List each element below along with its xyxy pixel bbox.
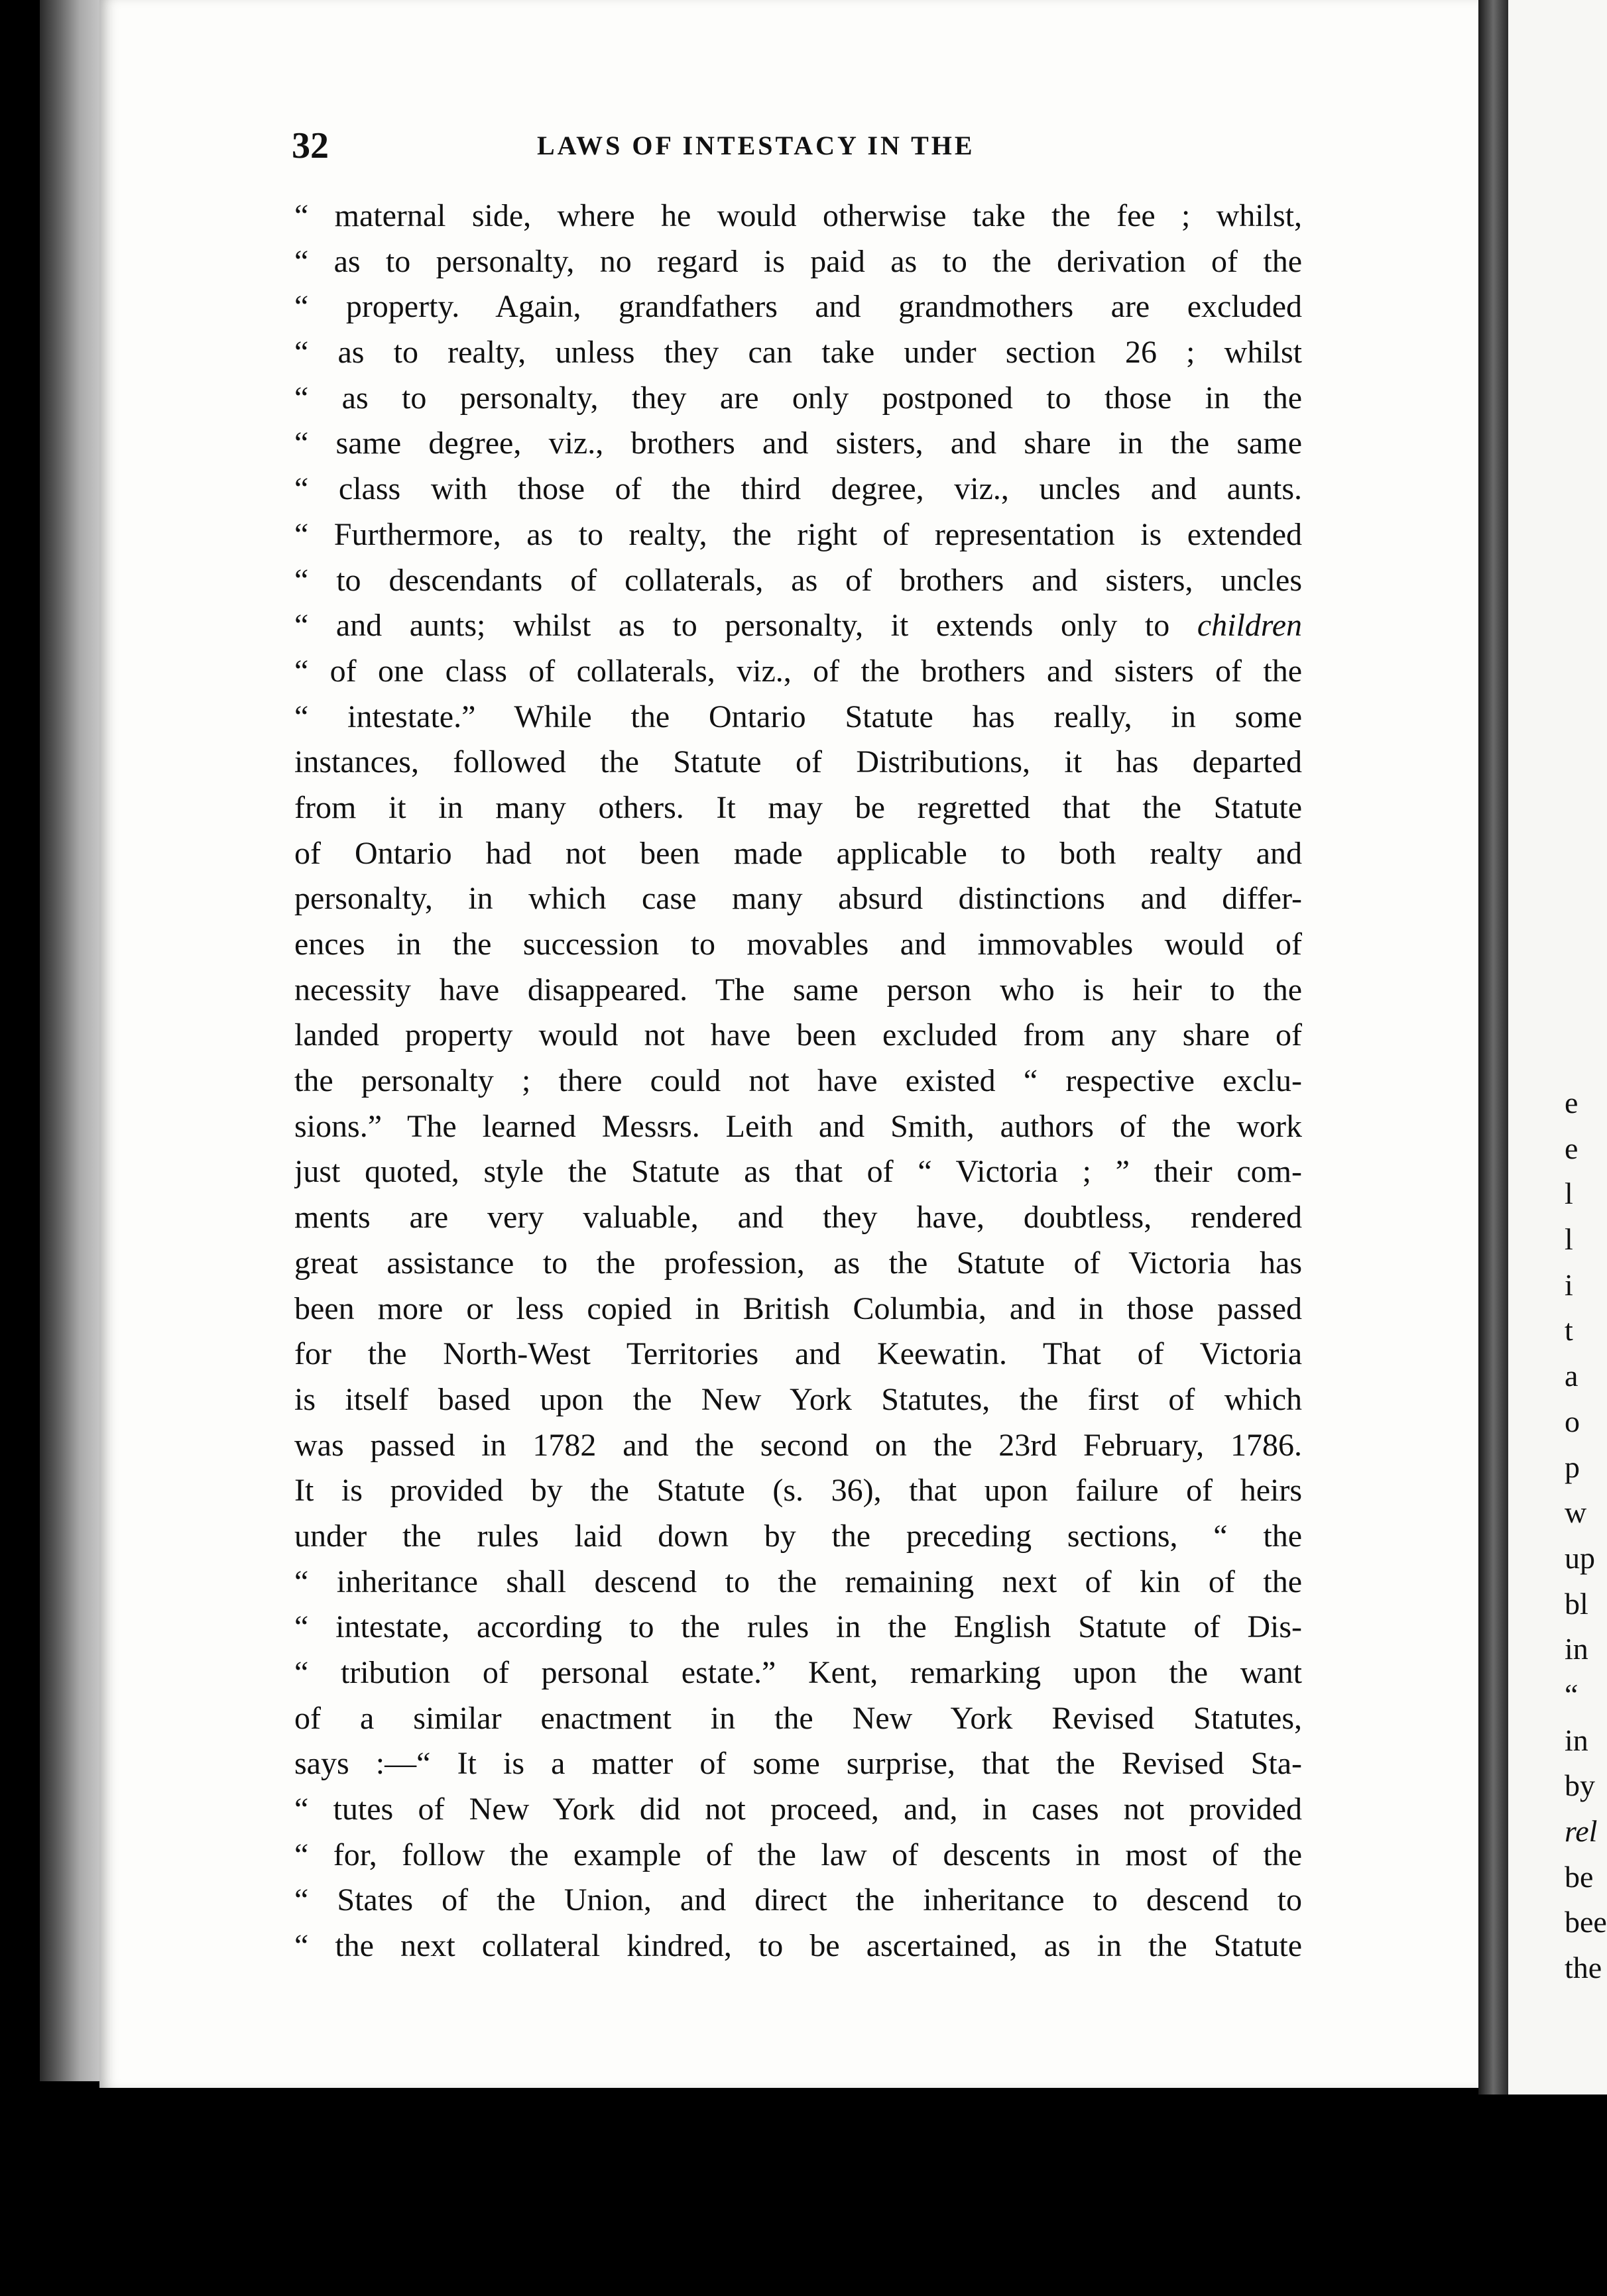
fragment: p bbox=[1565, 1450, 1580, 1484]
text-line: “ same degree, viz., brothers and sisters, and share in the same bbox=[294, 426, 1302, 461]
fragment: up bbox=[1565, 1540, 1595, 1575]
text-line: “ tutes of New York did not proceed, and, in cases not provided bbox=[294, 1792, 1302, 1827]
text-line: is itself based upon the New York Statutes, the first of which bbox=[294, 1381, 1302, 1417]
fragment: o bbox=[1565, 1404, 1580, 1438]
text-line: “ to descendants of collaterals, as of brothers and sisters, uncles bbox=[294, 562, 1302, 598]
fragment: rel bbox=[1565, 1814, 1598, 1848]
text-line: under the rules laid down by the preceding sections, “ the bbox=[294, 1518, 1302, 1554]
text-line: “ for, follow the example of the law of descents in most of the bbox=[294, 1837, 1302, 1872]
running-head: LAWS OF INTESTACY IN THE bbox=[537, 131, 975, 160]
text-line: “ the next collateral kindred, to be ascertained, as in the Statute bbox=[294, 1928, 1302, 1964]
text-line: “ class with those of the third degree, viz., uncles and aunts. bbox=[294, 471, 1302, 507]
fragment: be bbox=[1565, 1859, 1594, 1894]
text-line: “ of one class of collaterals, viz., of the brothers and sisters of the bbox=[294, 653, 1302, 689]
page-number: 32 bbox=[292, 125, 329, 166]
page-header bbox=[292, 119, 1313, 172]
text-line: personalty, in which case many absurd distinctions and differ- bbox=[294, 881, 1302, 917]
text-line: ments are very valuable, and they have, doubtless, rendered bbox=[294, 1200, 1302, 1235]
text-line: “ inheritance shall descend to the remaining next of kin of the bbox=[294, 1564, 1302, 1599]
text-line: landed property would not have been excluded from any share of bbox=[294, 1017, 1302, 1053]
text-line: “ as to realty, unless they can take under section 26 ; whilst bbox=[294, 335, 1302, 371]
fragment: by bbox=[1565, 1768, 1595, 1803]
fragment: in bbox=[1565, 1632, 1588, 1666]
text-line: “ tribution of personal estate.” Kent, remarking upon the want bbox=[294, 1655, 1302, 1690]
text-line: necessity have disappeared. The same person who is heir to the bbox=[294, 972, 1302, 1007]
book-gutter bbox=[1478, 0, 1508, 2095]
fragment: a bbox=[1565, 1359, 1578, 1393]
fragment: w bbox=[1565, 1495, 1587, 1530]
fragment: i bbox=[1565, 1267, 1573, 1302]
text-line-with-italic bbox=[294, 603, 1302, 649]
italic-emphasis: children bbox=[1197, 608, 1302, 644]
text-line: instances, followed the Statute of Distributions, it has departed bbox=[294, 744, 1302, 780]
body-text bbox=[294, 194, 1302, 1969]
text-line-prefix: “ and aunts; whilst as to personalty, it extends only to bbox=[294, 608, 1197, 644]
text-line: the personalty ; there could not have existed “ respective exclu- bbox=[294, 1063, 1302, 1099]
text-line: great assistance to the profession, as the Statute of Victoria has bbox=[294, 1245, 1302, 1281]
fragment: e bbox=[1565, 1086, 1578, 1119]
text-line: “ as to personalty, they are only postponed to those in the bbox=[294, 380, 1302, 416]
text-line: of a similar enactment in the New York Revised Statutes, bbox=[294, 1700, 1302, 1736]
text-line: “ intestate.” While the Ontario Statute has really, in some bbox=[294, 699, 1302, 734]
text-line: “ maternal side, where he would otherwise take the fee ; whilst, bbox=[294, 198, 1302, 233]
fragment: l bbox=[1565, 1222, 1573, 1257]
text-line: sions.” The learned Messrs. Leith and Smith, authors of the work bbox=[294, 1108, 1302, 1144]
text-line: It is provided by the Statute (s. 36), that upon failure of heirs bbox=[294, 1473, 1302, 1509]
fragment: the bbox=[1565, 1951, 1602, 1985]
text-line: says :—“ It is a matter of some surprise, that the Revised Sta- bbox=[294, 1746, 1302, 1782]
text-line: from it in many others. It may be regretted that the Statute bbox=[294, 789, 1302, 825]
text-line: for the North-West Territories and Keewatin. That of Victoria bbox=[294, 1336, 1302, 1372]
text-line: “ as to personalty, no regard is paid as to the derivation of the bbox=[294, 243, 1302, 279]
fragment: in bbox=[1565, 1723, 1588, 1757]
facing-page-text-fragments bbox=[1565, 1080, 1607, 1991]
text-line: of Ontario had not been made applicable to both realty and bbox=[294, 835, 1302, 871]
text-line: was passed in 1782 and the second on the 23rd February, 1786. bbox=[294, 1427, 1302, 1463]
fragment: l bbox=[1565, 1177, 1573, 1211]
text-line: “ Furthermore, as to realty, the right of representation is extended bbox=[294, 516, 1302, 552]
fragment: bl bbox=[1565, 1586, 1588, 1621]
text-line: just quoted, style the Statute as that of “ Victoria ; ” their com- bbox=[294, 1154, 1302, 1190]
text-line: “ States of the Union, and direct the inheritance to descend to bbox=[294, 1882, 1302, 1918]
text-line: “ intestate, according to the rules in the English Statute of Dis- bbox=[294, 1609, 1302, 1645]
fragment: “ bbox=[1565, 1677, 1578, 1711]
text-line: been more or less copied in British Columbia, and in those passed bbox=[294, 1291, 1302, 1326]
fragment: bee bbox=[1565, 1905, 1607, 1939]
text-line: “ property. Again, grandfathers and grandmothers are excluded bbox=[294, 289, 1302, 325]
text-line: ences in the succession to movables and immovables would of bbox=[294, 927, 1302, 962]
fragment: e bbox=[1565, 1131, 1578, 1165]
fragment: t bbox=[1565, 1313, 1573, 1348]
